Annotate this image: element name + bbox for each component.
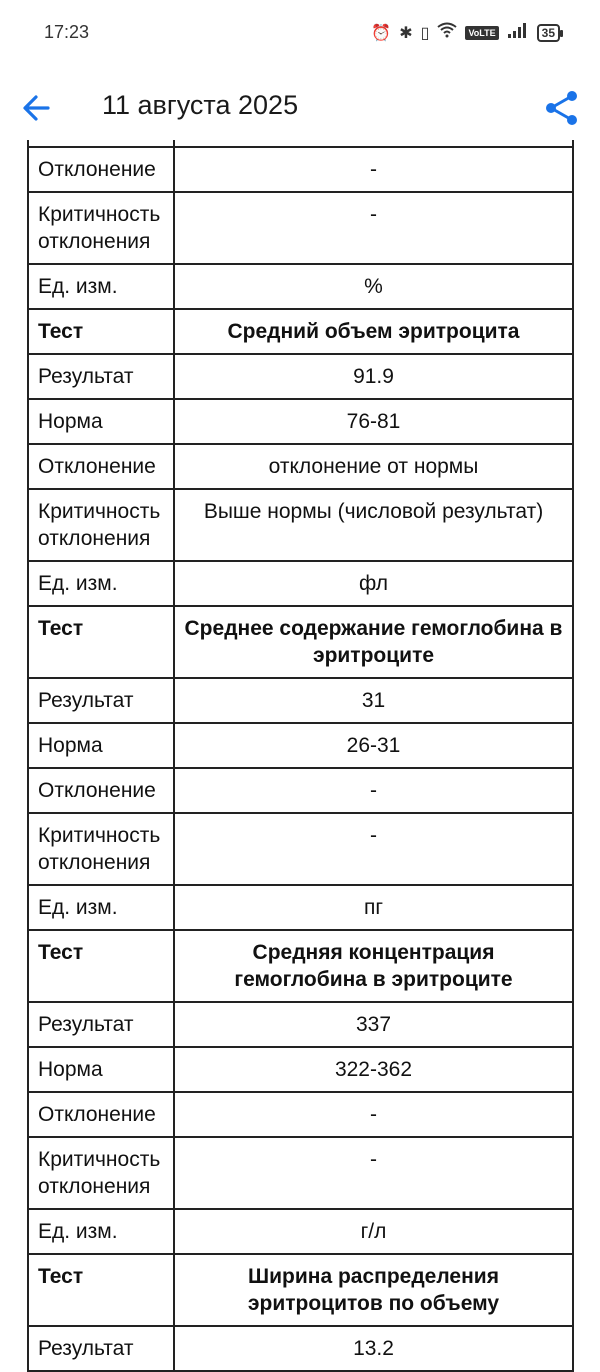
share-button[interactable] — [542, 88, 582, 128]
table-row — [28, 1047, 573, 1092]
row-label: Результат — [28, 354, 174, 399]
table-row — [28, 444, 573, 489]
row-value: Выше нормы (числовой результат) — [174, 489, 573, 561]
back-button[interactable] — [18, 88, 58, 128]
table-row — [28, 192, 573, 264]
row-value: пг — [174, 885, 573, 930]
row-label: Норма — [28, 399, 174, 444]
table-row — [28, 1092, 573, 1137]
table-row — [28, 1002, 573, 1047]
row-label: Отклонение — [28, 768, 174, 813]
table-row — [28, 1137, 573, 1209]
signal-icon — [507, 22, 529, 43]
table-row — [28, 354, 573, 399]
volte-icon: VoLTE — [465, 26, 498, 40]
row-label: Отклонение — [28, 1092, 174, 1137]
row-label: Норма — [28, 723, 174, 768]
table-row — [28, 489, 573, 561]
table-row — [28, 1209, 573, 1254]
table-row — [28, 1326, 573, 1371]
row-label: Критичность отклонения — [28, 192, 174, 264]
row-value: 26-31 — [174, 723, 573, 768]
status-time: 17:23 — [44, 22, 90, 42]
arrow-left-icon — [18, 88, 58, 128]
row-value: - — [174, 1092, 573, 1137]
row-value: фл — [174, 561, 573, 606]
table-row-stub — [28, 140, 573, 147]
table-row — [28, 399, 573, 444]
row-label: Тест — [28, 309, 174, 354]
row-label: Тест — [28, 930, 174, 1002]
row-value: 31 — [174, 678, 573, 723]
app-bar — [0, 72, 600, 144]
table-row — [28, 885, 573, 930]
row-label: Тест — [28, 606, 174, 678]
row-value: 322-362 — [174, 1047, 573, 1092]
test-name: Средняя концентрация гемоглобина в эритроците — [174, 930, 573, 1002]
table-row — [28, 561, 573, 606]
row-label: Ед. изм. — [28, 1209, 174, 1254]
table-row — [28, 147, 573, 192]
test-name: Средний объем эритроцита — [174, 309, 573, 354]
row-value: 13.2 — [174, 1326, 573, 1371]
status-icons — [371, 22, 560, 43]
page-title: 11 августа 2025 — [102, 90, 299, 120]
row-value: - — [174, 768, 573, 813]
row-label: Ед. изм. — [28, 561, 174, 606]
wifi-icon — [437, 22, 457, 43]
row-value: - — [174, 192, 573, 264]
results-table-container[interactable] — [27, 140, 573, 1372]
bluetooth-icon: ✱ — [399, 24, 413, 42]
row-label: Отклонение — [28, 444, 174, 489]
row-label: Норма — [28, 1047, 174, 1092]
battery-icon: 35 — [537, 24, 560, 42]
results-table — [27, 140, 574, 1372]
table-row — [28, 813, 573, 885]
table-row-test — [28, 930, 573, 1002]
row-value: 76-81 — [174, 399, 573, 444]
row-label: Результат — [28, 678, 174, 723]
table-row — [28, 678, 573, 723]
table-row-test — [28, 606, 573, 678]
row-label: Критичность отклонения — [28, 813, 174, 885]
share-icon — [542, 88, 582, 128]
test-name: Ширина распределения эритроцитов по объему — [174, 1254, 573, 1326]
test-name: Среднее содержание гемоглобина в эритроците — [174, 606, 573, 678]
row-label: Результат — [28, 1326, 174, 1371]
row-value: - — [174, 813, 573, 885]
row-label: Критичность отклонения — [28, 489, 174, 561]
table-row-test — [28, 1254, 573, 1326]
row-label: Критичность отклонения — [28, 1137, 174, 1209]
row-label: Ед. изм. — [28, 264, 174, 309]
row-value: % — [174, 264, 573, 309]
row-value: - — [174, 1137, 573, 1209]
status-bar — [0, 0, 600, 68]
vibrate-icon: ▯ — [420, 24, 430, 42]
table-row-test — [28, 309, 573, 354]
row-value: - — [174, 147, 573, 192]
row-value: 91.9 — [174, 354, 573, 399]
alarm-icon: ⏰ — [371, 24, 392, 42]
table-row — [28, 723, 573, 768]
row-label: Ед. изм. — [28, 885, 174, 930]
row-value: отклонение от нормы — [174, 444, 573, 489]
row-label: Тест — [28, 1254, 174, 1326]
row-label: Отклонение — [28, 147, 174, 192]
table-row — [28, 264, 573, 309]
row-label: Результат — [28, 1002, 174, 1047]
row-value: 337 — [174, 1002, 573, 1047]
row-value: г/л — [174, 1209, 573, 1254]
table-row — [28, 768, 573, 813]
